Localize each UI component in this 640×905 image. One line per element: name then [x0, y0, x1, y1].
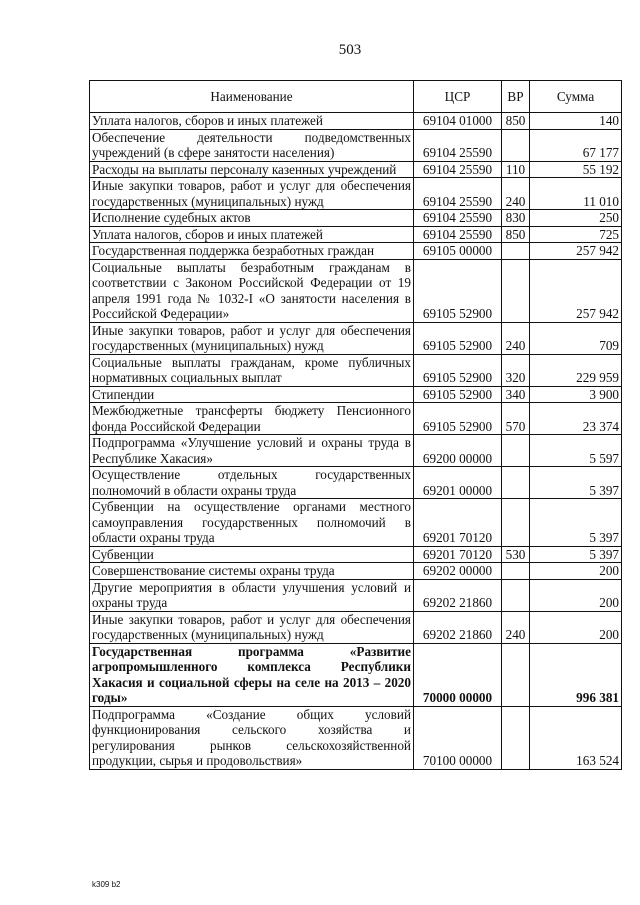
- row-csr: 69201 70120: [414, 499, 502, 547]
- row-name: Подпрограмма «Создание общих условий функционирования сельского хозяйства и регулирования рынков сельскохозяйственной продукции, сырья и продовольствия»: [90, 706, 414, 769]
- row-csr: 69105 00000: [414, 243, 502, 260]
- row-sum: 23 374: [530, 403, 622, 435]
- row-name: Осуществление отдельных государственных полномочий в области охраны труда: [90, 467, 414, 499]
- table-row: [90, 563, 622, 580]
- row-sum: 250: [530, 210, 622, 227]
- table-row: [90, 467, 622, 499]
- table-row: [90, 499, 622, 547]
- footer-code: k309 b2: [92, 880, 121, 889]
- row-sum: 67 177: [530, 129, 622, 161]
- row-csr: 69200 00000: [414, 435, 502, 467]
- row-csr: 69104 25590: [414, 178, 502, 210]
- row-sum: 5 397: [530, 499, 622, 547]
- row-name: Обеспечение деятельности подведомственных учреждений (в сфере занятости населения): [90, 129, 414, 161]
- row-name: Стипендии: [90, 386, 414, 403]
- row-sum: 229 959: [530, 354, 622, 386]
- row-csr: 69104 25590: [414, 129, 502, 161]
- row-name: Государственная программа «Развитие агропромышленного комплекса Республики Хакасия и социальной сферы на селе на 2013 – 2020 годы»: [90, 643, 414, 706]
- row-csr: 69104 01000: [414, 113, 502, 130]
- row-csr: 69202 21860: [414, 579, 502, 611]
- row-name: Иные закупки товаров, работ и услуг для обеспечения государственных (муниципальных) нужд: [90, 178, 414, 210]
- table-row: [90, 226, 622, 243]
- table-row: [90, 611, 622, 643]
- header-name: Наименование: [90, 81, 414, 113]
- table-row: [90, 178, 622, 210]
- row-vr: 240: [502, 178, 530, 210]
- table-row: [90, 403, 622, 435]
- table-row: [90, 243, 622, 260]
- row-vr: 340: [502, 386, 530, 403]
- table-row: [90, 546, 622, 563]
- row-vr: 320: [502, 354, 530, 386]
- row-name: Социальные выплаты гражданам, кроме публичных нормативных социальных выплат: [90, 354, 414, 386]
- row-sum: 709: [530, 322, 622, 354]
- row-vr: [502, 579, 530, 611]
- row-csr: 69202 21860: [414, 611, 502, 643]
- row-vr: 850: [502, 226, 530, 243]
- row-sum: 163 524: [530, 706, 622, 769]
- table-row: [90, 579, 622, 611]
- row-csr: 69202 00000: [414, 563, 502, 580]
- row-name: Другие мероприятия в области улучшения условий и охраны труда: [90, 579, 414, 611]
- row-vr: [502, 706, 530, 769]
- row-vr: [502, 259, 530, 322]
- row-vr: 530: [502, 546, 530, 563]
- row-sum: 257 942: [530, 243, 622, 260]
- row-csr: 69105 52900: [414, 259, 502, 322]
- page-number: 503: [338, 42, 362, 58]
- row-vr: 570: [502, 403, 530, 435]
- table-row: [90, 161, 622, 178]
- row-sum: 5 397: [530, 467, 622, 499]
- row-name: Подпрограмма «Улучшение условий и охраны труда в Республике Хакасия»: [90, 435, 414, 467]
- row-vr: [502, 243, 530, 260]
- row-vr: 110: [502, 161, 530, 178]
- table-row: [90, 322, 622, 354]
- row-vr: [502, 467, 530, 499]
- row-sum: 5 397: [530, 546, 622, 563]
- row-sum: 725: [530, 226, 622, 243]
- table-row: [90, 210, 622, 227]
- row-csr: 69105 52900: [414, 354, 502, 386]
- row-csr: 70000 00000: [414, 643, 502, 706]
- table-header-row: [90, 81, 622, 113]
- row-name: Уплата налогов, сборов и иных платежей: [90, 113, 414, 130]
- row-vr: [502, 435, 530, 467]
- table-row: [90, 386, 622, 403]
- header-sum: Сумма: [530, 81, 622, 113]
- row-sum: 3 900: [530, 386, 622, 403]
- row-name: Субвенции на осуществление органами местного самоуправления государственных полномочий в области охраны труда: [90, 499, 414, 547]
- row-name: Межбюджетные трансферты бюджету Пенсионного фонда Российской Федерации: [90, 403, 414, 435]
- table-row: [90, 113, 622, 130]
- table-row: [90, 706, 622, 769]
- row-sum: 140: [530, 113, 622, 130]
- row-csr: 69105 52900: [414, 403, 502, 435]
- table-row: [90, 435, 622, 467]
- row-sum: 55 192: [530, 161, 622, 178]
- row-name: Иные закупки товаров, работ и услуг для обеспечения государственных (муниципальных) нужд: [90, 322, 414, 354]
- header-vr: ВР: [502, 81, 530, 113]
- row-vr: [502, 643, 530, 706]
- row-csr: 69201 70120: [414, 546, 502, 563]
- table-row: [90, 259, 622, 322]
- row-sum: 257 942: [530, 259, 622, 322]
- row-csr: 69201 00000: [414, 467, 502, 499]
- row-vr: 830: [502, 210, 530, 227]
- row-name: Иные закупки товаров, работ и услуг для обеспечения государственных (муниципальных) нужд: [90, 611, 414, 643]
- row-vr: [502, 499, 530, 547]
- row-csr: 69104 25590: [414, 161, 502, 178]
- table-row: [90, 129, 622, 161]
- table-body: [90, 113, 622, 770]
- row-name: Государственная поддержка безработных граждан: [90, 243, 414, 260]
- row-sum: 996 381: [530, 643, 622, 706]
- row-csr: 69105 52900: [414, 386, 502, 403]
- row-csr: 69104 25590: [414, 226, 502, 243]
- row-csr: 70100 00000: [414, 706, 502, 769]
- row-name: Уплата налогов, сборов и иных платежей: [90, 226, 414, 243]
- row-csr: 69105 52900: [414, 322, 502, 354]
- row-name: Совершенствование системы охраны труда: [90, 563, 414, 580]
- row-vr: 850: [502, 113, 530, 130]
- row-vr: [502, 563, 530, 580]
- table-row: [90, 354, 622, 386]
- table-row: [90, 643, 622, 706]
- row-vr: [502, 129, 530, 161]
- row-vr: 240: [502, 611, 530, 643]
- row-sum: 200: [530, 611, 622, 643]
- row-sum: 200: [530, 563, 622, 580]
- row-csr: 69104 25590: [414, 210, 502, 227]
- row-vr: 240: [502, 322, 530, 354]
- row-sum: 5 597: [530, 435, 622, 467]
- header-csr: ЦСР: [414, 81, 502, 113]
- row-name: Социальные выплаты безработным гражданам в соответствии с Законом Российской Федерации от 19 апреля 1991 года № 1032-I «О занятости населения в Российской Федерации»: [90, 259, 414, 322]
- budget-table: [89, 80, 622, 770]
- row-name: Расходы на выплаты персоналу казенных учреждений: [90, 161, 414, 178]
- row-name: Субвенции: [90, 546, 414, 563]
- row-sum: 200: [530, 579, 622, 611]
- row-sum: 11 010: [530, 178, 622, 210]
- row-name: Исполнение судебных актов: [90, 210, 414, 227]
